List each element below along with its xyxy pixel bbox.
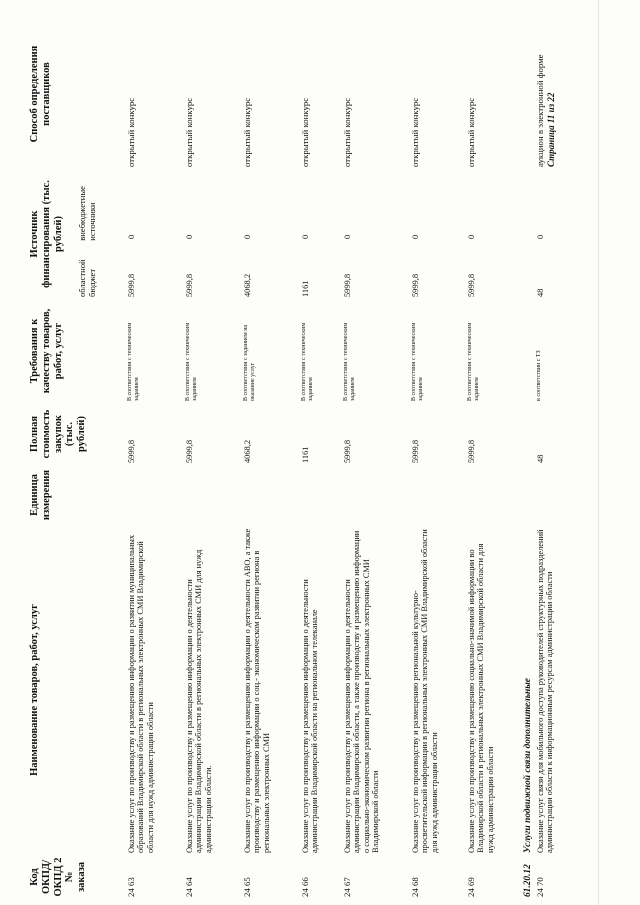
table-row [342, 19, 410, 899]
row-regional: 1161 [301, 280, 310, 297]
row-extra: 0 [301, 234, 310, 239]
header-code: Код ОКПД/ ОКПД 2 № заказа [29, 857, 87, 897]
header-requirements: Требования к качеству товаров, работ, услуг [29, 308, 64, 394]
row-code: 24 67 [342, 877, 352, 897]
row-method: открытый конкурс [342, 97, 352, 167]
row-name: Оказание услуг по производству и размещению региональной культурно-просветительской информации в региональных электронных СМИ Владимирской области для нужд администрации области [411, 529, 439, 853]
header-method: Способ определения поставщиков [29, 45, 52, 143]
row-method: открытый конкурс [126, 97, 136, 167]
header-name: Наименование товаров, работ, услуг [29, 604, 40, 776]
header-source [28, 169, 126, 299]
table-row [535, 19, 579, 899]
row-code: 24 69 [466, 877, 476, 897]
row-extra: 0 [343, 234, 352, 239]
row-unit [466, 465, 522, 525]
row-cost: 5999,8 [411, 439, 420, 463]
row-regional: 5999,8 [185, 273, 194, 297]
row-extra: 0 [411, 234, 420, 239]
row-cost: 5999,8 [185, 439, 194, 463]
procurement-table [28, 19, 579, 899]
row-cost: 1161 [301, 446, 310, 463]
header-source-title: Источник финансирования (тыс. рублей) [29, 180, 64, 288]
row-requirements: В соответствии с техническим заданием [343, 322, 356, 401]
section-code: 61.20.12 [523, 864, 533, 897]
row-method: открытый конкурс [300, 97, 310, 167]
row-requirements: В соответствии с техническим заданием [411, 322, 424, 401]
row-name: Оказание услуг по производству и размещению информации о развитии муниципальных образований Владимирской области в региональных электронных СМИ Владимирской области для нужд администрации области [127, 534, 155, 853]
row-code: 24 64 [184, 877, 194, 897]
row-regional: 5999,8 [467, 273, 476, 297]
row-cost: 48 [535, 454, 545, 463]
row-name: Оказание услуг по производству и размещению информации о деятельности администрации Владимирской области на региональном телеканале [301, 579, 320, 853]
table-row [184, 19, 242, 899]
row-method: открытый конкурс [466, 97, 476, 167]
row-cost: 4068,2 [243, 439, 252, 463]
row-code: 24 63 [126, 877, 136, 897]
row-name: Оказание услуг по производству и размещению информации о деятельности АВО, а также производству и размещению информации о соц.- экономическом развитии региона в региональных электронных СМИ [243, 528, 271, 853]
row-regional: 48 [535, 288, 545, 297]
row-requirements: В соответствии с заданием на оказание услуг [243, 324, 256, 401]
row-method [535, 19, 579, 169]
row-cost: 5999,8 [467, 439, 476, 463]
table-row [466, 19, 522, 899]
row-name: Оказание услуг по производству и размещению информации о деятельности администрации Владимирской области в региональных электронных СМИ для нужд администрации области. [185, 549, 213, 853]
row-name: Оказание услуг связи для мобильного доступа руководителей структурных подразделений администрации области к информационным ресурсам администрации области [535, 529, 554, 853]
table-header-row [28, 19, 126, 899]
header-source-extra: внебюджетные источники [77, 186, 97, 241]
table-row [126, 19, 184, 899]
header-source-regional: областной бюджет [77, 259, 97, 297]
row-regional: 5999,8 [343, 273, 352, 297]
row-cost: 5999,8 [127, 439, 136, 463]
row-requirements: В соответствии с техническим заданием [185, 322, 198, 401]
row-method: открытый конкурс [410, 97, 420, 167]
row-requirements: В соответствии с техническим заданием [127, 322, 140, 401]
row-method: открытый конкурс [242, 97, 252, 167]
row-regional: 4068,2 [243, 273, 252, 297]
table-row [410, 19, 466, 899]
header-unit: Единица измерения [29, 469, 52, 521]
row-code: 24 66 [300, 877, 310, 897]
row-code: 24 65 [242, 877, 252, 897]
row-unit [300, 465, 342, 525]
row-unit [184, 465, 242, 525]
row-unit [342, 465, 410, 525]
row-regional: 5999,8 [127, 273, 136, 297]
header-cost: Полная стоимость закупок (тыс. рублей) [29, 409, 87, 459]
row-requirements: В соответствии с техническим заданием [301, 322, 314, 401]
table-row [300, 19, 342, 899]
page-number: Страница 11 из 22 [546, 92, 557, 167]
row-extra: 0 [127, 234, 136, 239]
row-name: Оказание услуг по производству и размещению информации о деятельности администрации Владимирской области, а также производству и размещению информации о социально-экономическом развитии региона в региональных электронных СМИ Владимирской области [343, 530, 381, 853]
row-extra: 0 [535, 234, 545, 239]
row-method-text: аукцион в электронной форме [534, 54, 545, 167]
section-row [522, 19, 535, 899]
row-extra: 0 [243, 234, 252, 239]
row-extra: 0 [185, 234, 194, 239]
section-title: Услуги подвижной связи дополнительные [523, 678, 533, 853]
row-requirements: в соответствии с ТЗ [535, 350, 542, 401]
row-unit [535, 465, 579, 525]
row-unit [126, 465, 184, 525]
row-unit [242, 465, 300, 525]
row-cost: 5999,8 [343, 439, 352, 463]
row-name: Оказание услуг по производству и размещению социально-значимой информации во Владимирской области в региональных электронных СМИ Владимирской области для нужд администрации области [467, 543, 495, 853]
row-requirements: В соответствии с техническим заданием [467, 322, 480, 401]
row-code: 24 68 [410, 877, 420, 897]
row-code: 24 70 [534, 877, 545, 897]
row-regional: 5999,8 [411, 273, 420, 297]
table-row [242, 19, 300, 899]
row-extra: 0 [467, 234, 476, 239]
row-unit [410, 465, 466, 525]
row-method: открытый конкурс [184, 97, 194, 167]
